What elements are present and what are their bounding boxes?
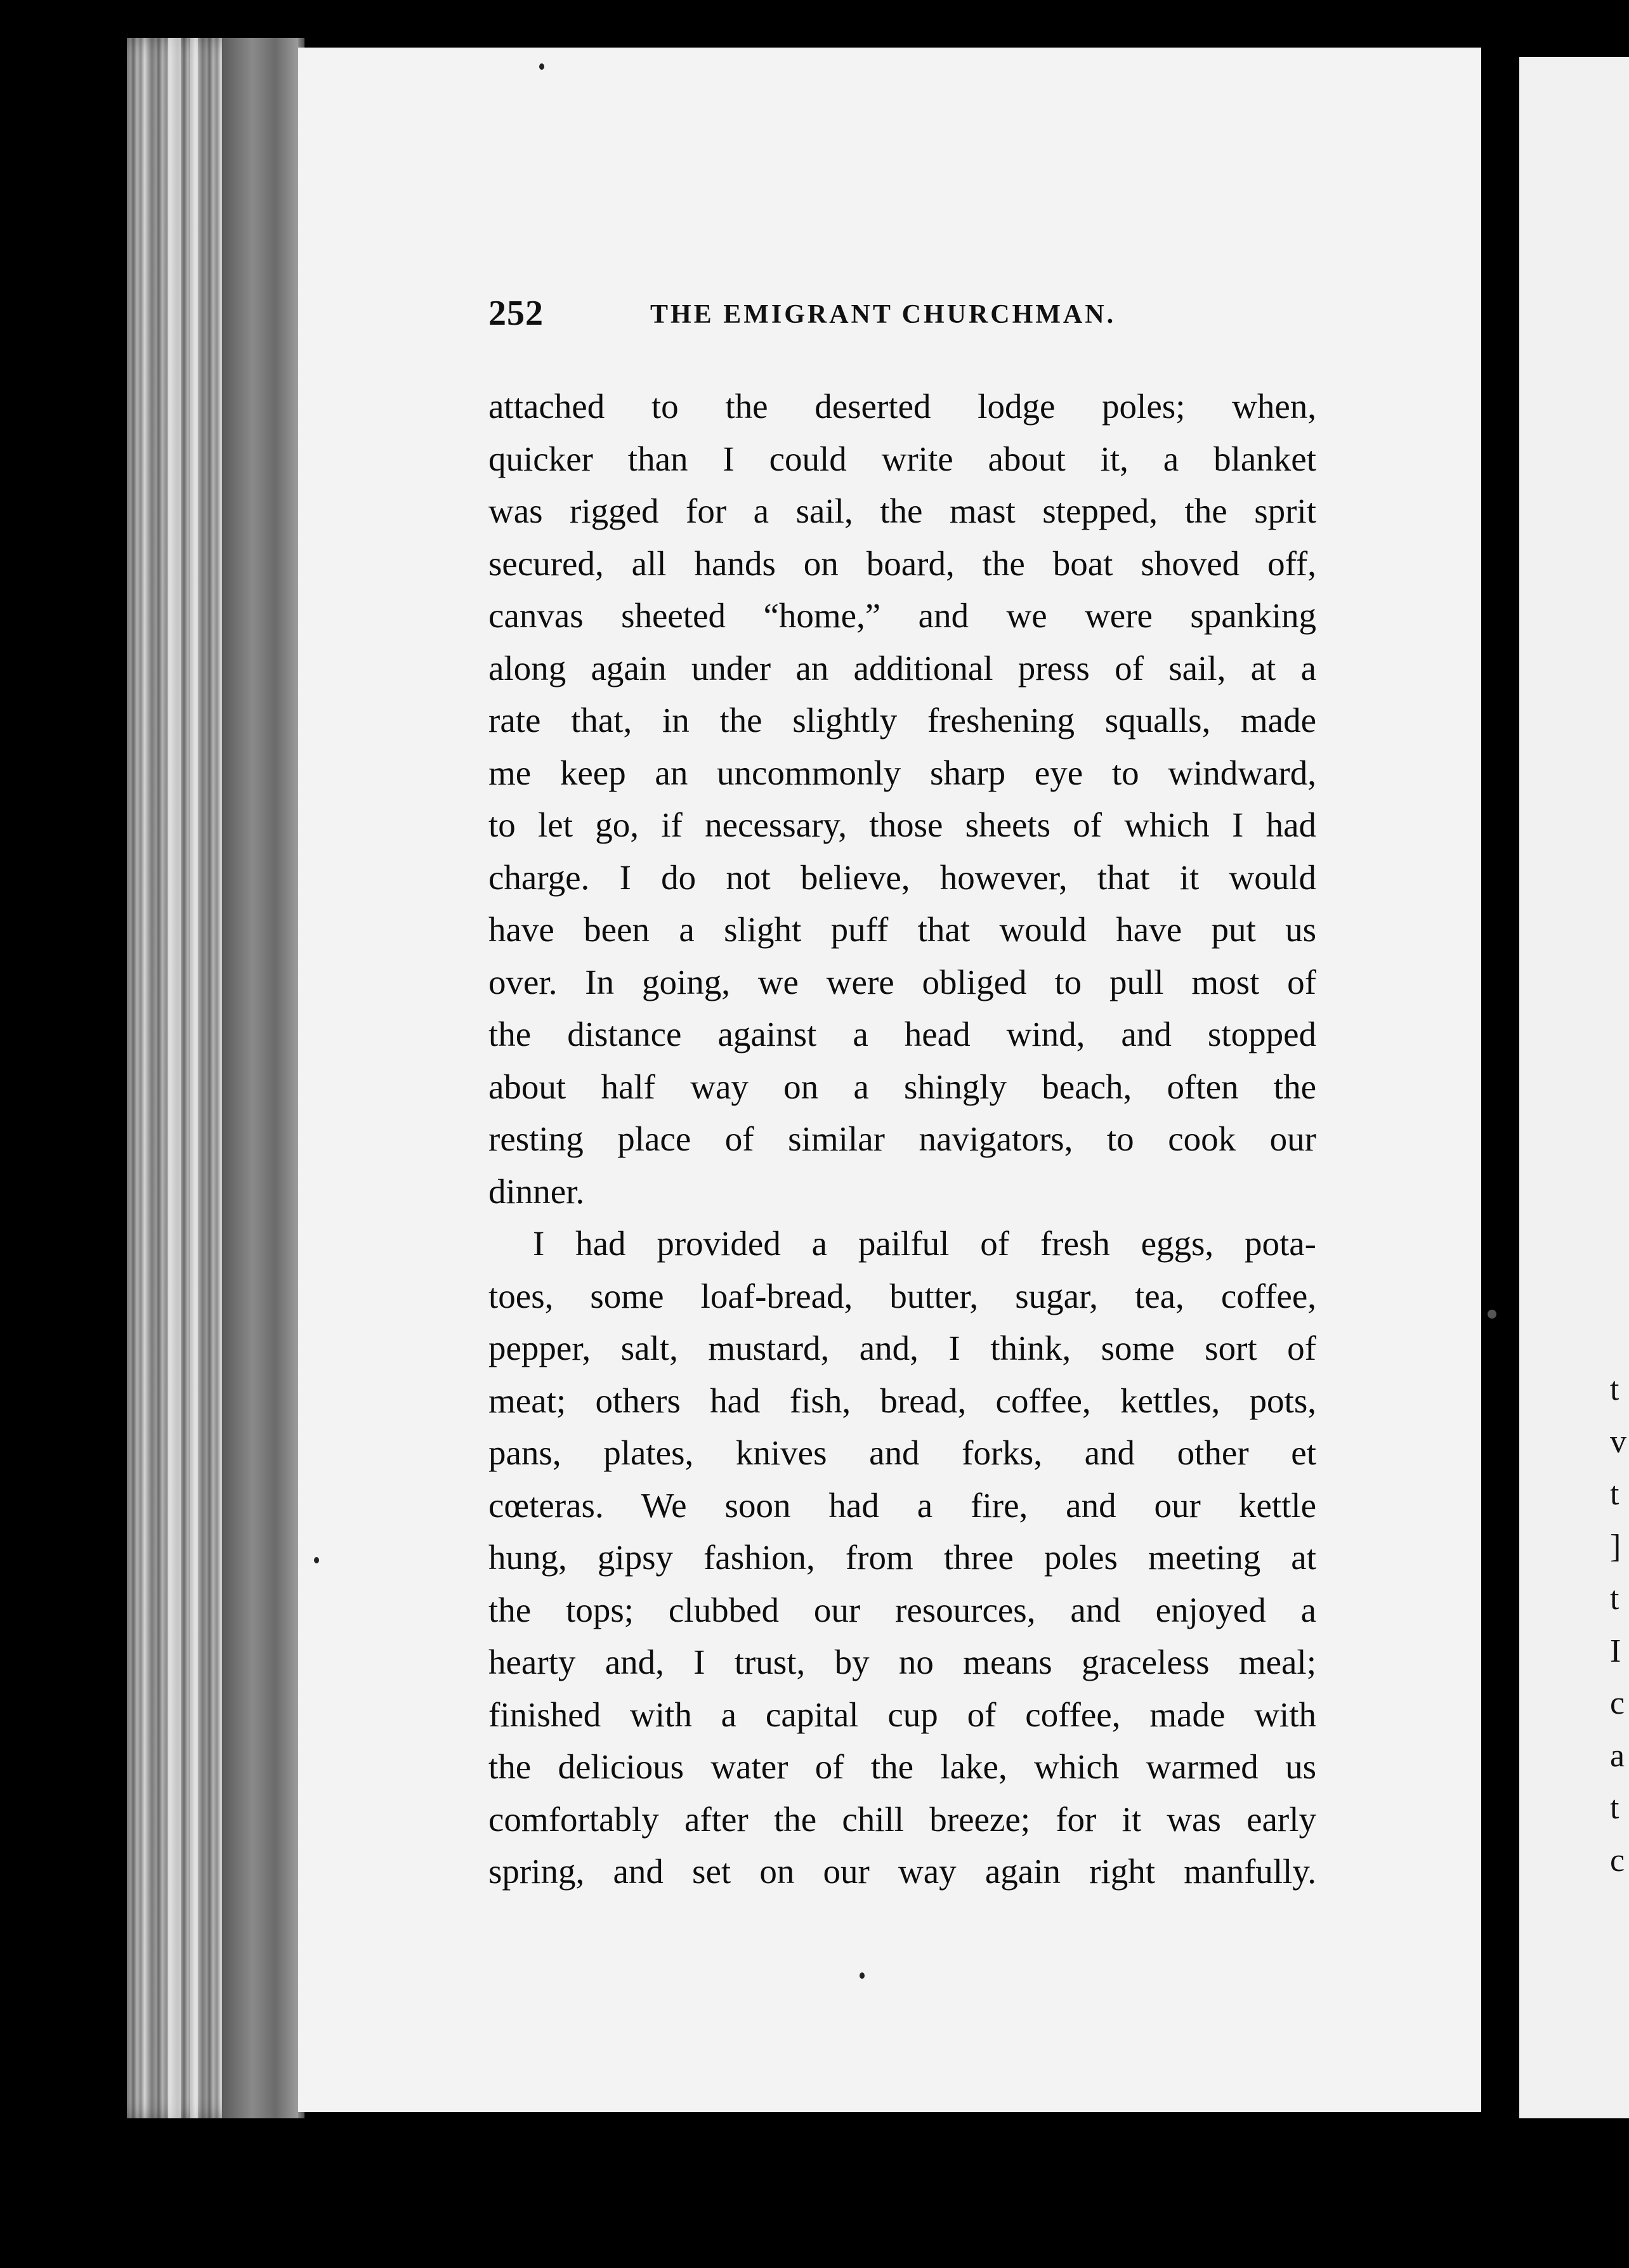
scan-speck: [314, 1557, 319, 1563]
text-line: hearty and, I trust, by no means graceless meal;: [488, 1643, 1316, 1681]
text-line: the tops; clubbed our resources, and enjoyed a: [488, 1590, 1316, 1629]
text-line: the delicious water of the lake, which warmed us: [488, 1747, 1316, 1786]
facing-letter: t: [1610, 1476, 1619, 1512]
body-text: [488, 381, 1316, 1898]
text-line: hung, gipsy fashion, from three poles meeting at: [488, 1538, 1316, 1577]
scan-speck: [539, 63, 544, 70]
text-line: was rigged for a sail, the mast stepped, the sprit: [488, 492, 1316, 530]
facing-letter: a: [1610, 1737, 1625, 1774]
facing-letter: t: [1610, 1580, 1619, 1617]
text-line: secured, all hands on board, the boat shoved off,: [488, 544, 1316, 583]
text-line: over. In going, we were obliged to pull most of: [488, 962, 1316, 1001]
text-line: canvas sheeted “home,” and we were spanking: [488, 596, 1316, 635]
text-line: me keep an uncommonly sharp eye to windward,: [488, 753, 1316, 792]
text-line: I had provided a pailful of fresh eggs, pota-: [533, 1224, 1316, 1263]
book-edge-highlight-2: [190, 38, 198, 2118]
text-line: to let go, if necessary, those sheets of which I had: [488, 805, 1316, 844]
text-line: meat; others had fish, bread, coffee, kettles, pots,: [488, 1381, 1316, 1420]
text-line: pans, plates, knives and forks, and other et: [488, 1433, 1316, 1472]
text-line: dinner.: [488, 1171, 585, 1211]
text-line: have been a slight puff that would have put us: [488, 910, 1316, 949]
facing-letter: I: [1610, 1633, 1621, 1669]
text-line: toes, some loaf-bread, butter, sugar, tea, coffee,: [488, 1276, 1316, 1315]
paragraph-1: [488, 381, 1316, 1218]
text-line: comfortably after the chill breeze; for it was early: [488, 1799, 1316, 1839]
text-line: cœteras. We soon had a fire, and our kettle: [488, 1485, 1316, 1525]
text-line: along again under an additional press of sail, at a: [488, 648, 1316, 688]
text-line: attached to the deserted lodge poles; when,: [488, 387, 1316, 426]
facing-letter: t: [1610, 1790, 1619, 1826]
paragraph-2: [488, 1218, 1316, 1898]
text-line: the distance against a head wind, and stopped: [488, 1015, 1316, 1053]
text-line: resting place of similar navigators, to cook our: [488, 1119, 1316, 1158]
text-line: finished with a capital cup of coffee, made with: [488, 1695, 1316, 1734]
text-line: charge. I do not believe, however, that it would: [488, 857, 1316, 897]
facing-letter: c: [1610, 1842, 1625, 1879]
page-number: 252: [488, 294, 544, 333]
text-line: quicker than I could write about it, a blanket: [488, 439, 1316, 478]
text-line: spring, and set on our way again right manfully.: [488, 1852, 1316, 1891]
facing-letter: c: [1610, 1685, 1625, 1721]
scan-speck: [860, 1972, 865, 1979]
text-line: pepper, salt, mustard, and, I think, some sort of: [488, 1329, 1316, 1367]
book-edge-shadow: [222, 38, 298, 2118]
facing-letter: t: [1610, 1371, 1619, 1407]
text-line: about half way on a shingly beach, often the: [488, 1067, 1316, 1106]
text-line: rate that, in the slightly freshening squalls, made: [488, 701, 1316, 740]
running-head: THE EMIGRANT CHURCHMAN.: [650, 300, 1116, 329]
page-header: [488, 293, 1377, 344]
facing-letter: ]: [1610, 1528, 1621, 1565]
facing-page-letters: [1610, 1364, 1629, 1887]
scan-speck: [1488, 1310, 1496, 1319]
facing-letter: v: [1610, 1423, 1626, 1460]
book-edge-highlight: [168, 38, 181, 2118]
